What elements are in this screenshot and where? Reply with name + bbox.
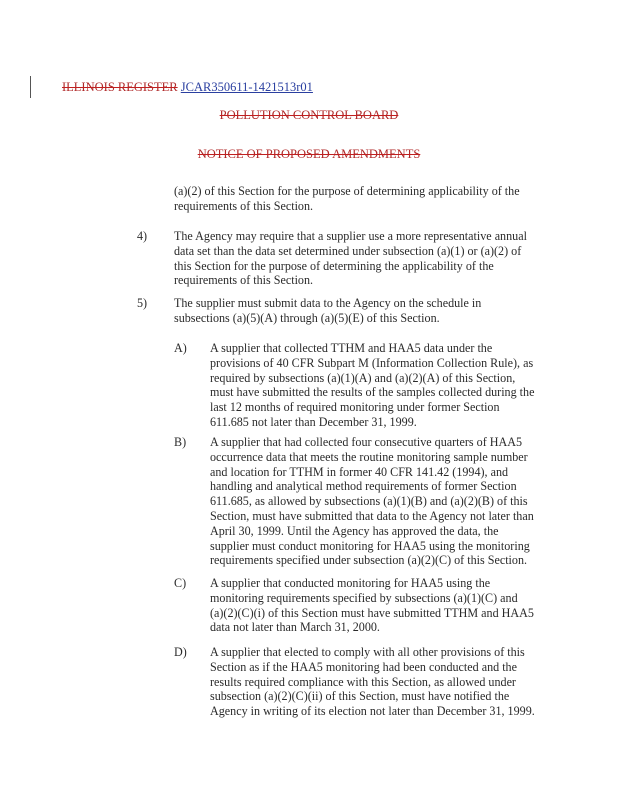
board-heading — [0, 108, 618, 123]
text-line: monitoring requirements specified by subsections (a)(1)(C) and — [210, 590, 518, 605]
board-title: POLLUTION CONTROL BOARD — [219, 108, 399, 122]
text-line: 611.685, as allowed by subsections (a)(1)(B) and (a)(2)(B) of this — [210, 494, 528, 509]
text-line: Section, must have submitted that data to the Agency not later than — [210, 508, 534, 523]
subitem-b-paragraph — [210, 435, 534, 568]
item-label-5: 5) — [137, 296, 148, 310]
text-line: data not later than March 31, 2000. — [210, 620, 380, 635]
text-line: subsections (a)(5)(A) through (a)(5)(E) of this Section. — [174, 310, 440, 325]
subitem-d-paragraph — [210, 645, 535, 719]
item-5-paragraph — [174, 296, 481, 326]
text-line: (a)(2) of this Section for the purpose of determining applicability of the — [174, 184, 520, 198]
text-line: subsection (a)(2)(C)(ii) of this Section, must have notified the — [210, 689, 510, 704]
subitem-c-paragraph — [210, 576, 534, 635]
text-line: A supplier that conducted monitoring for HAA5 using the — [210, 576, 491, 590]
text-line: required by subsections (a)(1)(A) and (a)(2)(A) of this Section, — [210, 370, 516, 385]
subitem-a-paragraph — [210, 341, 534, 430]
item-4-paragraph — [174, 229, 527, 288]
margin-mark — [30, 76, 31, 98]
text-line: must have submitted the results of the samples collected during the — [210, 385, 535, 400]
text-line: supplier must conduct monitoring for HAA5 using the monitoring — [210, 538, 530, 553]
register-title: ILLINOIS REGISTER — [62, 80, 178, 94]
subitem-label-c: C) — [174, 576, 187, 590]
text-line: provisions of 40 CFR Subpart M (Information Collection Rule), as — [210, 355, 534, 370]
text-line: requirements of this Section. — [174, 198, 314, 213]
text-line: last 12 months of required monitoring under former Section — [210, 400, 500, 415]
register-header — [62, 80, 313, 95]
text-line: results required compliance with this Section, as allowed under — [210, 674, 516, 689]
document-id: JCAR350611-1421513r01 — [180, 80, 313, 94]
item-label-4: 4) — [137, 229, 148, 243]
text-line: A supplier that collected TTHM and HAA5 data under the — [210, 341, 493, 355]
text-line: A supplier that had collected four consecutive quarters of HAA5 — [210, 435, 522, 449]
subitem-label-a: A) — [174, 341, 187, 355]
text-line: Agency in writing of its election not later than December 31, 1999. — [210, 704, 535, 719]
text-line: A supplier that elected to comply with all other provisions of this — [210, 645, 525, 659]
text-line: The Agency may require that a supplier use a more representative annual — [174, 229, 527, 243]
text-line: and location for TTHM in former 40 CFR 141.42 (1994), and — [210, 464, 509, 479]
subitem-label-b: B) — [174, 435, 187, 449]
text-line: (a)(2)(C)(i) of this Section must have submitted TTHM and HAA5 — [210, 605, 534, 620]
text-line: handling and analytical method requirements of former Section — [210, 479, 517, 494]
text-line: 611.685 not later than December 31, 1999. — [210, 414, 417, 429]
text-line: requirements specified under subsection (a)(2)(C) of this Section. — [210, 553, 528, 568]
text-line: this Section for the purpose of determining the applicability of the — [174, 258, 494, 273]
text-line: data set than the data set determined under subsection (a)(1) or (a)(2) of — [174, 243, 522, 258]
notice-heading — [0, 147, 618, 162]
text-line: The supplier must submit data to the Agency on the schedule in — [174, 296, 482, 310]
text-line: requirements of this Section. — [174, 273, 314, 288]
notice-title: NOTICE OF PROPOSED AMENDMENTS — [197, 147, 421, 161]
text-line: April 30, 1999. Until the Agency has approved the data, the — [210, 523, 499, 538]
intro-paragraph — [174, 184, 520, 214]
text-line: occurrence data that meets the routine monitoring sample number — [210, 449, 528, 464]
text-line: Section as if the HAA5 monitoring had been conducted and the — [210, 659, 517, 674]
subitem-label-d: D) — [174, 645, 187, 659]
